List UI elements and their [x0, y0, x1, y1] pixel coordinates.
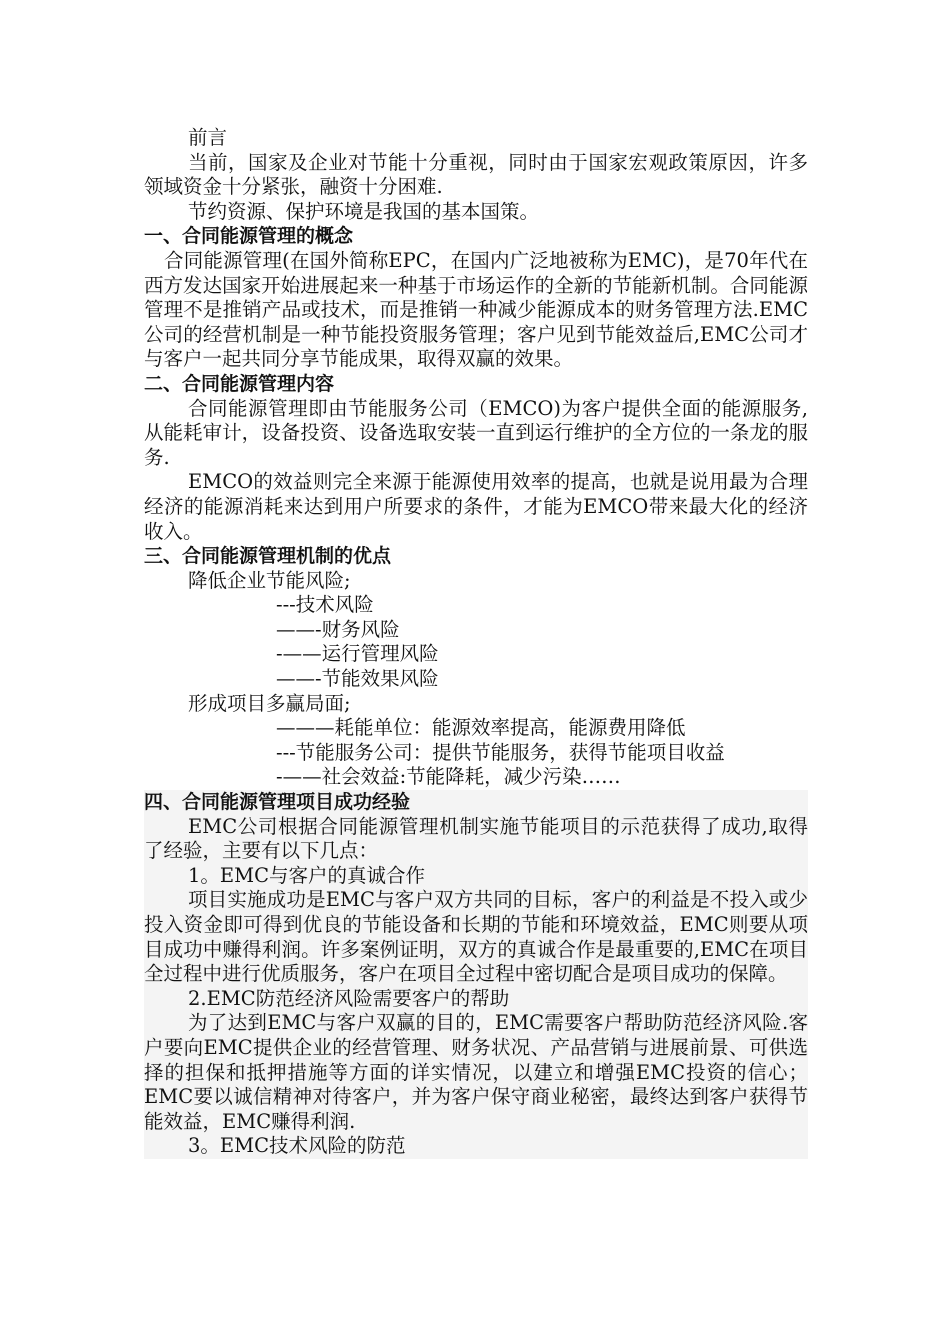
risk-item: -——运行管理风险 — [276, 642, 439, 666]
risk-item: ——-财务风险 — [276, 617, 400, 641]
section-3-group-1: 降低企业节能风险; — [188, 568, 351, 592]
section-1-heading: 一、合同能源管理的概念 — [144, 225, 354, 248]
risk-item: ——-节能效果风险 — [276, 667, 439, 691]
section-2-heading: 二、合同能源管理内容 — [144, 372, 335, 395]
section-4-paragraph-3: 为了达到EMC与客户双赢的目的，EMC需要客户帮助防范经济风险.客户要向EMC提供企业的经营管理、财务状况、产品营销与进展前景、可供选择的担保和抵押措施等方面的详实情况，以建立和增强EMC投资的信心；EMC要以诚信精神对待客户，并为客户保守商业秘密，最终达到客户获得节能效益，EMC赚得利润. — [144, 1011, 808, 1133]
section-4-block — [144, 790, 808, 1159]
section-4-subheading-3: 3。EMC技术风险的防范 — [188, 1134, 406, 1158]
win-item: -——社会效益:节能降耗，减少污染…… — [276, 765, 621, 789]
section-4-paragraph-1: EMC公司根据合同能源管理机制实施节能项目的示范获得了成功,取得了经验，主要有以下几点： — [144, 814, 808, 863]
section-4-paragraph-2: 项目实施成功是EMC与客户双方共同的目标，客户的利益是不投入或少投入资金即可得到优良的节能设备和长期的节能和环境效益，EMC则要从项目成功中赚得利润。许多案例证明，双方的真诚合作是最重要的,EMC在项目全过程中进行优质服务，客户在项目全过程中密切配合是项目成功的保障。 — [144, 888, 808, 986]
section-4-subheading-1: 1。EMC与客户的真诚合作 — [188, 863, 426, 887]
win-item: ———耗能单位：能源效率提高，能源费用降低 — [276, 716, 686, 740]
section-2-paragraph-2: EMCO的效益则完全来源于能源使用效率的提高，也就是说用最为合理经济的能源消耗来达到用户所要求的条件，才能为EMCO带来最大化的经济收入。 — [144, 470, 808, 543]
section-2-paragraph-1: 合同能源管理即由节能服务公司（EMCO)为客户提供全面的能源服务,从能耗审计，设备投资、设备选取安装一直到运行维护的全方位的一条龙的服务. — [144, 396, 808, 469]
section-3-heading: 三、合同能源管理机制的优点 — [144, 545, 392, 568]
win-item: ---节能服务公司：提供节能服务，获得节能项目收益 — [276, 740, 725, 764]
preface-paragraph-1: 当前，国家及企业对节能十分重视，同时由于国家宏观政策原因，许多领域资金十分紧张，融资十分困难. — [144, 150, 808, 199]
risk-item: ---技术风险 — [276, 593, 374, 617]
preface-title: 前言 — [188, 126, 228, 149]
section-4-subheading-2: 2.EMC防范经济风险需要客户的帮助 — [188, 986, 510, 1010]
document-page — [144, 126, 808, 1159]
section-4-heading: 四、合同能源管理项目成功经验 — [144, 791, 411, 814]
preface-paragraph-2: 节约资源、保护环境是我国的基本国策。 — [188, 199, 540, 223]
section-3-group-2: 形成项目多赢局面; — [188, 691, 351, 715]
section-1-paragraph: 合同能源管理(在国外简称EPC，在国内广泛地被称为EMC)，是70年代在西方发达国家开始进展起来一种基于市场运作的全新的节能新机制。合同能源管理不是推销产品或技术，而是推销一种减少能源成本的财务管理方法.EMC公司的经营机制是一种节能投资服务管理；客户见到节能效益后,EMC公司才与客户一起共同分享节能成果，取得双赢的效果。 — [144, 248, 808, 371]
